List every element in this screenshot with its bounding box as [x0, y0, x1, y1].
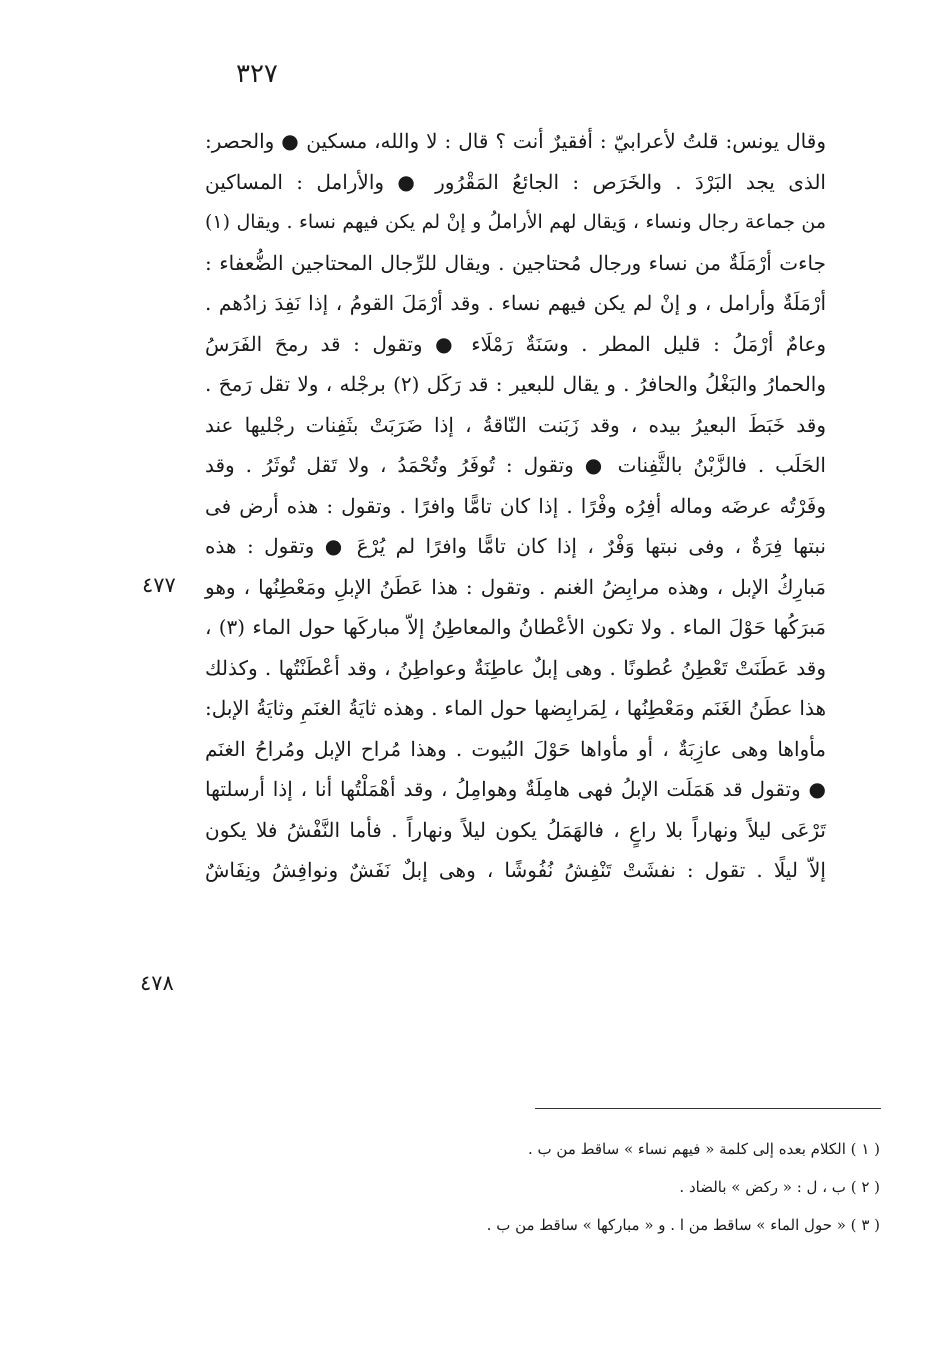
text-line: نبتها فِرَةٌ ، وفى نبتها وَفْرٌ ، إذا كان تامًّا وافرًا لم يُرْعَ ● وتقول : هذه — [205, 534, 826, 558]
footnote: ( ١ ) الكلام بعده إلى كلمة « فيهم نساء » ساقط من ب . — [527, 1140, 880, 1158]
text-line: مأواها وهى عازِبَةٌ ، أو مأواها حَوْلَ البُيوت . وهذا مُراح الإبل ومُراحُ الغنَم — [205, 736, 826, 761]
text-line: وفَرْتُه عرضَه وماله أفِرُه وفْرًا . إذا كان تامًّا وافرًا . وتقول : هذه أرض فى — [205, 493, 826, 518]
text-line: وقد خَبَطَ البعيرُ بيده ، وقد زَبَنت النّاقةُ ، إذا ضَرَبَتْ بثَفِنات رجْليها عند — [205, 412, 826, 437]
footnote: ( ٢ ) ب ، ل : « ركض » بالضاد . — [679, 1178, 880, 1196]
main-text-block — [205, 121, 826, 891]
text-line: الذى يجد البَرْدَ . والخَرَص : الجائعُ المَقْرُور ● والأرامل : المساكين — [205, 169, 826, 194]
text-line: الحَلَب . فالزَّبْنُ بالثَّفِنات ● وتقول : تُوفَرُ وتُحْمَدُ ، ولا تَقل تُوثَرُ . وقد — [205, 453, 826, 477]
text-line: تَرْعَى ليلاً ونهاراً بلا راعٍ ، فالهَمَلُ يكون ليلاً ونهاراً . فأما النَّفْشُ فلا يكون — [205, 817, 826, 842]
text-line: وقد عَطَنَتْ تَعْطِنُ عُطونًا . وهى إبلٌ عاطِنَةٌ وعواطِنُ ، وقد أعْطَنْتُها . وكذلك — [205, 655, 826, 680]
text-line: من جماعة رجال ونساء ، وَيقال لهم الأراملُ و إنْ لم يكن فيهم نساء . ويقال (١) — [205, 211, 826, 233]
text-line: إلاّ ليلًا . تقول : نفشَتْ تَنْفِشُ نُفُوشًا ، وهى إبلٌ نَفَشٌ ونوافِشُ ونِفَاشٌ — [205, 858, 826, 882]
margin-reference-number: ٤٧٧ — [142, 573, 176, 597]
footnote-divider — [535, 1108, 881, 1109]
text-line: وعامٌ أرْمَلُ : قليل المطر . وسَنَةٌ رَمْلَاء ● وتقول : قد رمحَ الفَرَسُ — [205, 331, 826, 356]
text-line: هذا عطَنُ الغَنَم ومَعْطِنُها ، لِمَرابِضها حول الماء . وهذه ثايَةُ الغنَمِ وثايَةُ الإبل: — [205, 696, 826, 720]
text-line: والحمارُ والبَغْلُ والحافرُ . و يقال للبعير : قد رَكَل (٢) برجْله ، ولا تقل رَمحَ . — [205, 372, 826, 396]
text-line: مَبارِكُ الإبل ، وهذه مرابِضُ الغنم . وتقول : هذا عَطَنُ الإبلِ ومَعْطِنُها ، وهو — [205, 574, 826, 599]
text-line: أرْمَلَةٌ وأرامل ، و إنْ لم يكن فيهم نساء . وقد أرْمَلَ القومُ ، إذا نَفِدَ زادُهم . — [205, 291, 826, 315]
text-line: ● وتقول قد هَمَلَت الإبلُ فهى هامِلَةٌ وهوامِلُ ، وقد أهْمَلْتُها أنا ، إذا أرسلتها — [205, 777, 826, 801]
text-line: جاءت أرْمَلَةٌ من نساء ورجال مُحتاجين . ويقال للرِّجال المحتاجين الضُّعفاء : — [205, 250, 826, 275]
text-line: وقال يونس: قلتُ لأعرابيّ : أفقيرٌ أنت ؟ قال : لا والله، مسكين ● والحصر: — [205, 129, 826, 153]
page-number: ٣٢٧ — [236, 59, 278, 89]
footnote: ( ٣ ) « حول الماء » ساقط من ا . و « مباركها » ساقط من ب . — [486, 1216, 880, 1234]
margin-reference-number: ٤٧٨ — [140, 971, 174, 995]
footnotes-block — [340, 1130, 880, 1244]
text-line: مَبرَكُها حَوْلَ الماء . ولا تكون الأعْطانُ والمعاطِنُ إلاّ مباركَها حول الماء (٣) ، — [205, 615, 826, 639]
